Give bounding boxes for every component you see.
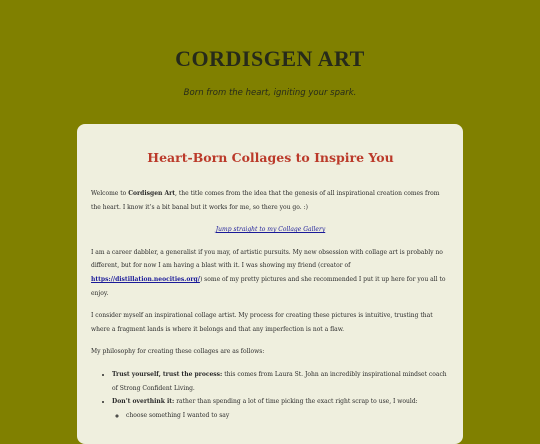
about-before: I am a career dabbler, a generalist if you may, of artistic pursuits. My new obsession with collage art is probably no different, but for now I am having a blast with it. I was showing my friend (creator of xyxy=(91,248,443,270)
principles-list xyxy=(91,368,450,422)
principle-title: Trust yourself, trust the process: xyxy=(112,370,223,378)
principle-item xyxy=(112,368,450,395)
intro-paragraph xyxy=(91,187,450,214)
intro-rest: , the title comes from the idea that the genesis of all inspirational creation comes from the heart. I know it’s a bit banal but it works for me, so there you go. :) xyxy=(91,190,440,211)
site-title: CORDISGEN ART xyxy=(175,46,365,71)
principle-text: this comes from Laura St. John an incredibly inspirational mindset coach of Strong Confident Living. xyxy=(112,370,447,392)
intro-prefix: Welcome to xyxy=(91,190,129,197)
intro-brand: Cordisgen Art xyxy=(128,190,176,197)
content-card xyxy=(77,124,463,444)
about-paragraph xyxy=(91,246,450,300)
process-paragraph: I consider myself an inspirational collage artist. My process for creating these pictures is intuitive, trusting that where a fragment lands is where it belongs and that any imperfection is not a flaw. xyxy=(91,312,433,333)
principle-title: Don’t overthink it: xyxy=(112,398,175,406)
site-header xyxy=(0,0,540,99)
sub-list-item: ◦ choose something I wanted to say xyxy=(126,409,450,423)
principle-item xyxy=(112,395,450,422)
gallery-link[interactable]: Jump straight to my Collage Gallery xyxy=(215,226,326,234)
principle-text: rather than spending a lot of time picking the exact right scrap to use, I would: xyxy=(174,398,418,406)
gallery-link-row xyxy=(91,223,450,237)
friend-site-link-text: https://distillation.neocities.org/ xyxy=(91,275,200,283)
about-after: ) some of my pretty pictures and she recommended I put it up here for you all to enjoy. xyxy=(91,275,446,297)
principle-sub-list xyxy=(112,409,450,423)
site-tagline: Born from the heart, igniting your spark. xyxy=(183,88,357,98)
philosophy-intro: My philosophy for creating these collages are as follows: xyxy=(91,348,265,356)
friend-site-link[interactable] xyxy=(91,276,200,283)
content-heading: Heart-Born Collages to Inspire You xyxy=(147,150,394,165)
